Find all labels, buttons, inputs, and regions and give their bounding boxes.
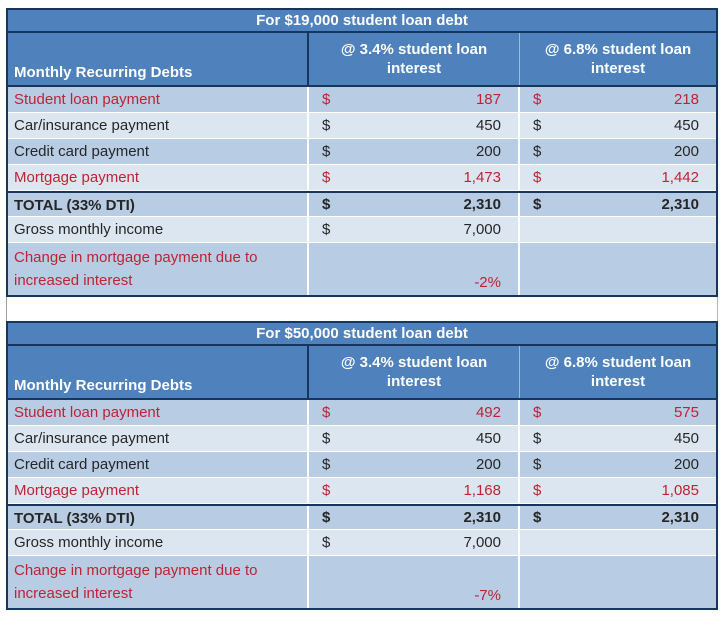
table-row-change-mortgage [8,243,716,295]
table-row-mortgage [8,478,716,504]
value-cell [520,193,716,216]
table-row-student-loan [8,400,716,426]
currency-symbol: $ [322,404,331,421]
amount: -2% [474,274,501,291]
value-cell [309,139,520,164]
table-spacer [6,297,718,321]
row-label: Student loan payment [8,87,309,112]
currency-symbol: $ [322,221,331,238]
column-header-debts: Monthly Recurring Debts [8,33,309,85]
currency-symbol: $ [322,430,331,447]
amount: 1,168 [463,482,501,499]
row-label: TOTAL (33% DTI) [8,506,309,529]
value-cell [520,400,716,425]
value-cell [309,165,520,190]
currency-symbol: $ [322,482,331,499]
row-label: Credit card payment [8,139,309,164]
currency-symbol: $ [533,169,542,186]
table-header-row [8,33,716,87]
amount: 200 [673,456,699,473]
value-cell [309,556,520,608]
column-header-3-4-interest: @ 3.4% student loan interest [309,346,520,398]
table-title: For $19,000 student loan debt [8,10,716,33]
amount: 450 [475,117,501,134]
amount: 7,000 [463,534,501,551]
row-label: Credit card payment [8,452,309,477]
table-row-total [8,191,716,217]
row-label: Change in mortgage payment due to increased interest [8,243,309,295]
amount: 200 [475,456,501,473]
amount: 2,310 [661,196,699,213]
table-row-total [8,504,716,530]
value-cell [309,506,520,529]
row-label: Student loan payment [8,400,309,425]
currency-symbol: $ [533,430,542,447]
table-19000-loan [6,8,718,297]
value-cell [520,87,716,112]
amount: 218 [673,91,699,108]
currency-symbol: $ [322,456,331,473]
amount: 2,310 [463,196,501,213]
amount: 2,310 [661,509,699,526]
amount: 187 [475,91,501,108]
table-row-student-loan [8,87,716,113]
row-label: TOTAL (33% DTI) [8,193,309,216]
table-title: For $50,000 student loan debt [8,323,716,346]
amount: 2,310 [463,509,501,526]
amount: 200 [475,143,501,160]
value-cell [520,243,716,295]
currency-symbol: $ [322,91,331,108]
value-cell [309,400,520,425]
table-row-gross-income [8,217,716,243]
column-header-debts: Monthly Recurring Debts [8,346,309,398]
value-cell [309,243,520,295]
currency-symbol: $ [533,143,542,160]
row-label: Mortgage payment [8,478,309,503]
table-row-gross-income [8,530,716,556]
table-row-car-insurance [8,426,716,452]
currency-symbol: $ [533,117,542,134]
amount: 1,442 [661,169,699,186]
amount: 575 [673,404,699,421]
row-label: Car/insurance payment [8,426,309,451]
amount: 492 [475,404,501,421]
table-row-mortgage [8,165,716,191]
currency-symbol: $ [322,117,331,134]
amount: 1,085 [661,482,699,499]
currency-symbol: $ [322,534,331,551]
value-cell [309,113,520,138]
value-cell [309,193,520,216]
currency-symbol: $ [322,509,331,526]
currency-symbol: $ [533,482,542,499]
row-label: Car/insurance payment [8,113,309,138]
value-cell [520,530,716,555]
value-cell [309,530,520,555]
value-cell [520,556,716,608]
value-cell [309,217,520,242]
row-label: Gross monthly income [8,530,309,555]
currency-symbol: $ [533,404,542,421]
column-header-6-8-interest: @ 6.8% student loan interest [544,41,692,77]
table-row-car-insurance [8,113,716,139]
currency-symbol: $ [533,91,542,108]
value-cell [309,426,520,451]
row-label: Change in mortgage payment due to increased interest [8,556,309,608]
table-50000-loan [6,321,718,610]
amount: 200 [673,143,699,160]
spreadsheet-region [6,8,718,610]
column-header-6-8-interest: @ 6.8% student loan interest [544,354,692,390]
table-row-credit-card [8,452,716,478]
value-cell [309,478,520,503]
value-cell [520,478,716,503]
currency-symbol: $ [322,169,331,186]
table-row-credit-card [8,139,716,165]
amount: 450 [673,117,699,134]
amount: -7% [474,587,501,604]
value-cell [309,452,520,477]
currency-symbol: $ [533,509,542,526]
value-cell [520,506,716,529]
value-cell [520,113,716,138]
table-row-change-mortgage [8,556,716,608]
currency-symbol: $ [322,196,331,213]
table-header-row [8,346,716,400]
amount: 7,000 [463,221,501,238]
value-cell [520,217,716,242]
currency-symbol: $ [533,456,542,473]
column-header-3-4-interest: @ 3.4% student loan interest [309,33,520,85]
currency-symbol: $ [322,143,331,160]
value-cell [520,139,716,164]
value-cell [520,426,716,451]
currency-symbol: $ [533,196,542,213]
amount: 450 [673,430,699,447]
row-label: Gross monthly income [8,217,309,242]
amount: 450 [475,430,501,447]
value-cell [520,165,716,190]
value-cell [520,452,716,477]
row-label: Mortgage payment [8,165,309,190]
value-cell [309,87,520,112]
amount: 1,473 [463,169,501,186]
